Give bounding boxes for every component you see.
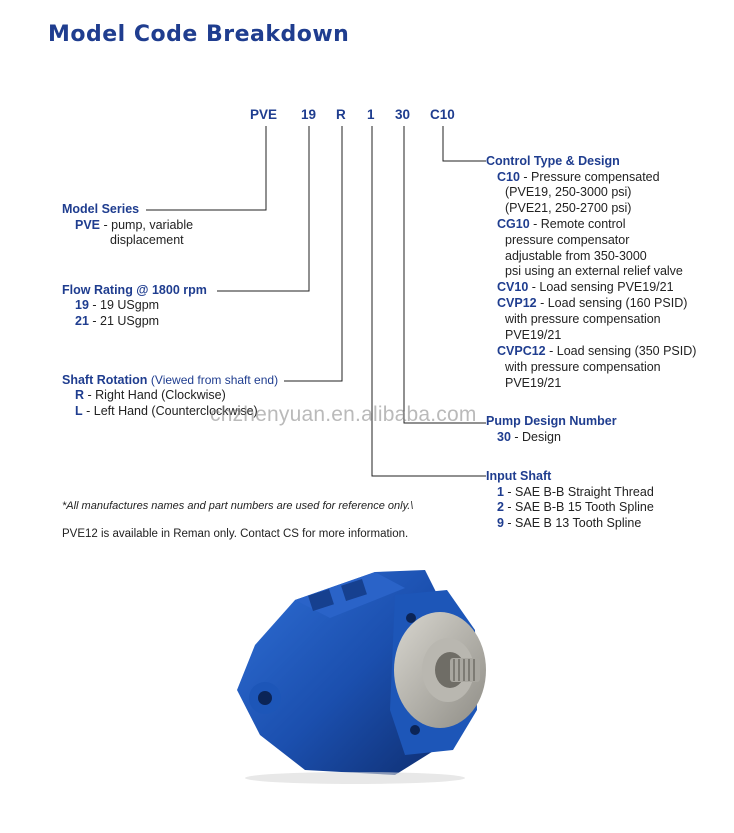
item-key: 30: [497, 430, 511, 444]
control-cv10: [497, 280, 674, 296]
control-c10-l3: (PVE21, 250-2700 psi): [505, 201, 632, 215]
control-c10-l2: (PVE19, 250-3000 psi): [505, 185, 632, 199]
item-text: - SAE B 13 Tooth Spline: [503, 516, 642, 530]
shaft-rotation-heading: [62, 373, 278, 387]
item-key: 21: [75, 314, 89, 328]
input-shaft-item: [497, 516, 641, 532]
control-type-heading: Control Type & Design: [486, 154, 620, 168]
item-text: - SAE B-B 15 Tooth Spline: [503, 500, 654, 514]
control-cvpc12-l2: with pressure compensation: [505, 360, 661, 374]
item-key: 19: [75, 298, 89, 312]
model-series-item: [75, 218, 193, 234]
item-key: C10: [497, 170, 520, 184]
control-cg10: [497, 217, 626, 233]
item-key: L: [75, 404, 83, 418]
shaft-rotation-item: [75, 388, 226, 404]
control-cvp12-l3: PVE19/21: [505, 328, 562, 342]
connector-control-type: [443, 126, 486, 161]
connector-pump-design: [404, 126, 486, 423]
control-cvp12: [497, 296, 687, 312]
item-key: CG10: [497, 217, 530, 231]
code-part-series: PVE: [250, 107, 278, 122]
item-key: CVP12: [497, 296, 537, 310]
code-part-design: 30: [395, 107, 411, 122]
item-text: - Remote control: [529, 217, 626, 231]
footnote: *All manufactures names and part numbers are used for reference only.\: [62, 500, 414, 512]
item-text: - 21 USgpm: [88, 314, 160, 328]
flow-rating-item: [75, 314, 159, 330]
item-text: - SAE B-B Straight Thread: [503, 485, 654, 499]
item-key: CV10: [497, 280, 529, 294]
connector-shaft-rotation: [284, 126, 342, 381]
code-part-rotation: R: [336, 107, 346, 122]
hydraulic-pump-image: [225, 560, 505, 785]
shaft-rotation-title: Shaft Rotation: [62, 373, 148, 387]
control-cvpc12-l3: PVE19/21: [505, 376, 562, 390]
shaft-rotation-note: (Viewed from shaft end): [150, 373, 279, 387]
watermark: chzhenyuan.en.alibaba.com: [210, 403, 477, 426]
item-key: R: [75, 388, 85, 402]
control-cvpc12: [497, 344, 696, 360]
item-text: - 19 USgpm: [88, 298, 160, 312]
pump-design-item: [497, 430, 561, 446]
flow-rating-item: [75, 298, 159, 314]
input-shaft-item: [497, 485, 654, 501]
item-text: - Pressure compensated: [519, 170, 660, 184]
control-cg10-l3: adjustable from 350-3000: [505, 249, 647, 263]
item-key: 9: [497, 516, 504, 530]
item-text: - pump, variable: [100, 218, 194, 232]
control-cg10-l4: psi using an external relief valve: [505, 264, 683, 278]
control-c10: [497, 170, 660, 186]
item-key: 1: [497, 485, 504, 499]
page-title: Model Code Breakdown: [48, 22, 350, 47]
input-shaft-heading: Input Shaft: [486, 469, 552, 483]
item-key: CVPC12: [497, 344, 546, 358]
item-text: - Load sensing (350 PSID): [545, 344, 697, 358]
control-cvp12-l2: with pressure compensation: [505, 312, 661, 326]
item-text: - Load sensing (160 PSID): [536, 296, 688, 310]
model-series-heading: Model Series: [62, 202, 140, 216]
item-text: - Load sensing PVE19/21: [528, 280, 674, 294]
code-part-shaft: 1: [367, 107, 375, 122]
control-cg10-l2: pressure compensator: [505, 233, 630, 247]
item-key: PVE: [75, 218, 101, 232]
item-text: - Design: [510, 430, 561, 444]
connector-flow-rating: [217, 126, 309, 291]
item-text: - Right Hand (Clockwise): [84, 388, 226, 402]
pump-design-heading: Pump Design Number: [486, 414, 617, 428]
model-series-item-cont: displacement: [110, 233, 184, 247]
item-text: - Left Hand (Counterclockwise): [82, 404, 258, 418]
connector-model-series: [146, 126, 266, 210]
code-part-flow: 19: [301, 107, 317, 122]
info-note: PVE12 is available in Reman only. Contact CS for more information.: [62, 528, 409, 540]
input-shaft-item: [497, 500, 654, 516]
flow-rating-heading: Flow Rating @ 1800 rpm: [62, 283, 207, 297]
code-part-control: C10: [430, 107, 455, 122]
item-key: 2: [497, 500, 504, 514]
